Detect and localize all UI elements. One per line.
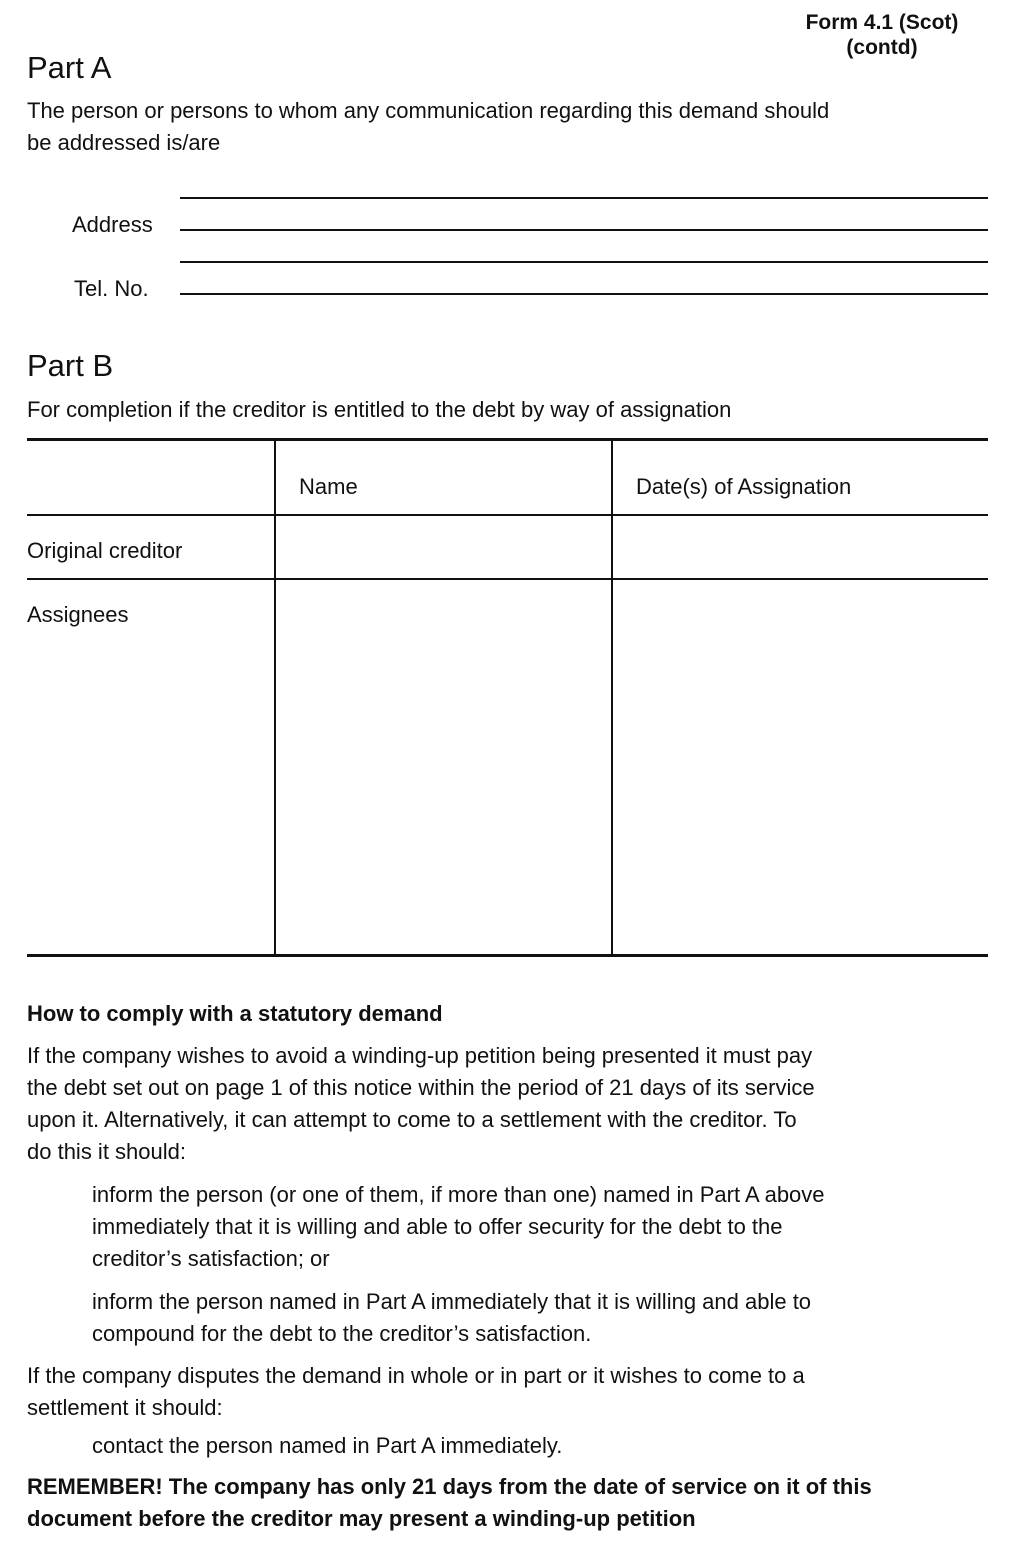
- assignees-name-cell[interactable]: [276, 580, 611, 954]
- comply-option-security: [92, 1179, 825, 1275]
- comply-option-compound: [92, 1286, 811, 1350]
- assignation-table: [27, 438, 988, 958]
- remember-notice: [27, 1471, 872, 1535]
- part-b-heading: Part B: [27, 348, 114, 383]
- name-field-line[interactable]: [180, 197, 988, 199]
- part-a-intro: [27, 95, 829, 159]
- part-a-intro-line: be addressed is/are: [27, 130, 221, 155]
- form-reference: [782, 10, 982, 60]
- paragraph-line: upon it. Alternatively, it can attempt to come to a settlement with the creditor. To: [27, 1107, 797, 1132]
- paragraph-line: inform the person (or one of them, if more than one) named in Part A above: [92, 1182, 825, 1207]
- paragraph-line: immediately that it is willing and able to offer security for the debt to the: [92, 1214, 783, 1239]
- comply-heading: How to comply with a statutory demand: [27, 1001, 443, 1026]
- original-creditor-date-cell[interactable]: [613, 516, 988, 578]
- address-field-line-1[interactable]: [180, 229, 988, 231]
- address-field-line-2[interactable]: [180, 261, 988, 263]
- paragraph-line: creditor’s satisfaction; or: [92, 1246, 330, 1271]
- table-bottom-border: [27, 954, 988, 957]
- row-label-original-creditor: Original creditor: [27, 538, 183, 563]
- remember-line: document before the creditor may present a winding-up petition: [27, 1506, 696, 1531]
- remember-line: REMEMBER! The company has only 21 days from the date of service on it of this: [27, 1474, 872, 1499]
- column-header-name: Name: [299, 474, 358, 499]
- part-a-heading: Part A: [27, 50, 112, 85]
- tel-label: Tel. No.: [74, 276, 149, 301]
- row-label-assignees: Assignees: [27, 602, 129, 627]
- tel-field-line[interactable]: [180, 293, 988, 295]
- paragraph-line: settlement it should:: [27, 1395, 223, 1420]
- comply-paragraph-2: [27, 1360, 805, 1424]
- comply-option-contact: contact the person named in Part A immediately.: [92, 1433, 563, 1458]
- comply-paragraph-1: [27, 1040, 815, 1168]
- part-a-intro-line: The person or persons to whom any communication regarding this demand should: [27, 98, 830, 123]
- original-creditor-name-cell[interactable]: [276, 516, 611, 578]
- address-label: Address: [72, 212, 153, 237]
- form-number: Form 4.1 (Scot): [805, 11, 959, 34]
- paragraph-line: inform the person named in Part A immediately that it is willing and able to: [92, 1289, 812, 1314]
- table-top-border: [27, 438, 988, 441]
- part-b-intro: For completion if the creditor is entitled to the debt by way of assignation: [27, 397, 732, 422]
- paragraph-line: the debt set out on page 1 of this notice within the period of 21 days of its service: [27, 1075, 815, 1100]
- form-continued-label: (contd): [846, 36, 918, 59]
- assignees-date-cell[interactable]: [613, 580, 988, 954]
- column-header-date: Date(s) of Assignation: [636, 474, 852, 499]
- paragraph-line: do this it should:: [27, 1139, 186, 1164]
- paragraph-line: compound for the debt to the creditor’s satisfaction.: [92, 1321, 592, 1346]
- paragraph-line: If the company wishes to avoid a winding-up petition being presented it must pay: [27, 1043, 813, 1068]
- paragraph-line: If the company disputes the demand in whole or in part or it wishes to come to a: [27, 1363, 805, 1388]
